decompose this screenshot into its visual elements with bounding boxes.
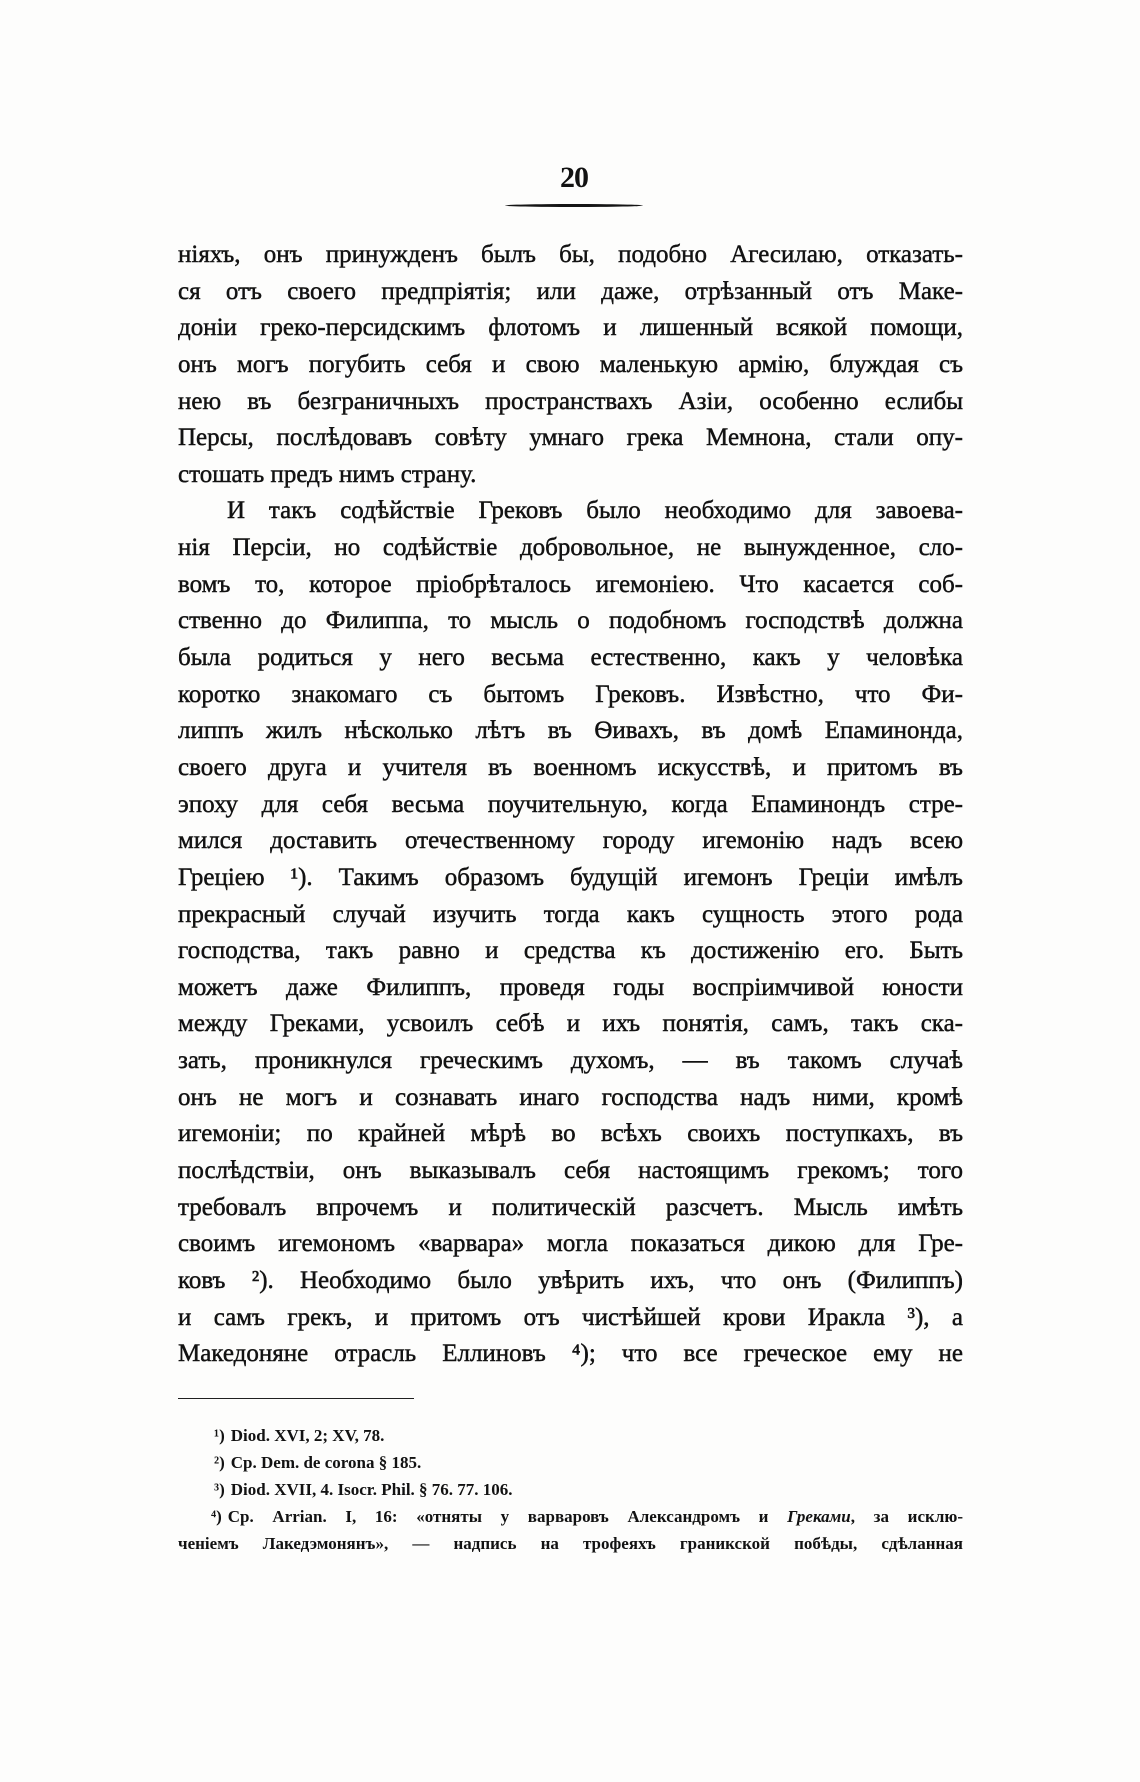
footnotes bbox=[178, 1422, 963, 1557]
body-line: господства, такъ равно и средства къ достиженію его. Быть bbox=[178, 937, 963, 965]
paragraph bbox=[178, 237, 963, 493]
body-line: послѣдствіи, онъ выказывалъ себя настоящимъ грекомъ; того bbox=[178, 1157, 963, 1185]
body-line: требовалъ впрочемъ и политическій разсчетъ. Мысль имѣть bbox=[178, 1193, 963, 1221]
body-line: стошать предъ нимъ страну. bbox=[178, 460, 477, 488]
footnote-4-continuation: ченіемъ Лакедэмонянъ», — надпись на трофеяхъ граникской побѣды, сдѣланная bbox=[178, 1534, 963, 1553]
body-line: нія Персіи, но содѣйствіе добровольное, не вынужденное, сло- bbox=[178, 534, 963, 562]
body-line: прекрасный случай изучить тогда какъ сущность этого рода bbox=[178, 900, 963, 928]
footnote-text: Diod. XVII, 4. Isocr. Phil. § 76. 77. 106. bbox=[230, 1480, 513, 1499]
body-line: вомъ то, которое пріобрѣталось игемоніею. Что касается соб- bbox=[178, 570, 963, 598]
body-line: игемоніи; по крайней мѣрѣ во всѣхъ своихъ поступкахъ, въ bbox=[178, 1120, 963, 1148]
footnote-3 bbox=[178, 1476, 963, 1503]
body-line: нею въ безграничныхъ пространствахъ Азіи, особенно еслибы bbox=[178, 387, 963, 415]
footnote-marker: ³) bbox=[214, 1480, 225, 1499]
body-line: между Греками, усвоилъ себѣ и ихъ понятія, самъ, такъ ска- bbox=[178, 1010, 963, 1038]
body-line: онъ не могъ и сознавать инаго господства надъ ними, кромѣ bbox=[178, 1083, 963, 1111]
footnote-text: Diod. XVI, 2; XV, 78. bbox=[230, 1426, 385, 1445]
body-line: мился доставить отечественному городу игемонію надъ всею bbox=[178, 827, 963, 855]
body-line: своего друга и учителя въ военномъ искусствѣ, и притомъ въ bbox=[178, 753, 963, 781]
footnote-1 bbox=[178, 1422, 963, 1449]
footnote-italic-text: Греками bbox=[787, 1507, 851, 1526]
body-line: Греціею ¹). Такимъ образомъ будущій игемонъ Греціи имѣлъ bbox=[178, 863, 963, 891]
footnote-marker: ⁴) bbox=[211, 1507, 222, 1526]
body-line: ковъ ²). Необходимо было увѣрить ихъ, что онъ (Филиппъ) bbox=[178, 1266, 963, 1294]
body-line: можетъ даже Филиппъ, проведя годы воспріимчивой юности bbox=[178, 973, 963, 1001]
body-line: эпоху для себя весьма поучительную, когда Епаминондъ стре- bbox=[178, 790, 963, 818]
header-rule bbox=[505, 204, 643, 207]
body-line: липпъ жилъ нѣсколько лѣтъ въ Ѳивахъ, въ домѣ Епаминонда, bbox=[178, 717, 963, 745]
page-number: 20 bbox=[560, 161, 588, 194]
body-line: зать, проникнулся греческимъ духомъ, — въ такомъ случаѣ bbox=[178, 1047, 963, 1075]
body-line: своимъ игемономъ «варвара» могла показаться дикою для Гре- bbox=[178, 1230, 963, 1258]
body-line: ніяхъ, онъ принужденъ былъ бы, подобно Агесилаю, отказать- bbox=[178, 241, 963, 268]
footnote-2 bbox=[178, 1449, 963, 1476]
footnote-marker: ¹) bbox=[214, 1426, 225, 1445]
body-line: ственно до Филиппа, то мысль о подобномъ господствѣ должна bbox=[178, 607, 963, 635]
footnote-text: Ср. Arrian. I, 16: «отняты у варваровъ Александромъ и bbox=[227, 1507, 788, 1526]
footnote-marker: ²) bbox=[214, 1453, 225, 1472]
footnote-text: , за исклю- bbox=[850, 1507, 963, 1526]
footnote-text: Ср. Dem. de corona § 185. bbox=[230, 1453, 422, 1472]
body-line: была родиться у него весьма естественно, какъ у человѣка bbox=[178, 644, 963, 672]
body-line: И такъ содѣйствіе Грековъ было необходимо для завоева- bbox=[227, 497, 963, 525]
paragraph bbox=[178, 493, 963, 1372]
body-line: доніи греко-персидскимъ флотомъ и лишенный всякой помощи, bbox=[178, 314, 963, 342]
body-line: Персы, послѣдовавъ совѣту умнаго грека Мемнона, стали опу- bbox=[178, 424, 963, 452]
body-line: и самъ грекъ, и притомъ отъ чистѣйшей крови Иракла ³), а bbox=[178, 1303, 963, 1331]
body-line: коротко знакомаго съ бытомъ Грековъ. Извѣстно, что Фи- bbox=[178, 680, 963, 708]
body-line: Македоняне отрасль Еллиновъ ⁴); что все греческое ему не bbox=[178, 1340, 963, 1368]
footnote-separator bbox=[178, 1398, 414, 1399]
main-text bbox=[178, 237, 963, 1373]
body-line: онъ могъ погубить себя и свою маленькую армію, блуждая съ bbox=[178, 350, 963, 378]
footnote-4 bbox=[178, 1503, 963, 1530]
body-line: ся отъ своего предпріятія; или даже, отрѣзанный отъ Маке- bbox=[178, 277, 963, 305]
